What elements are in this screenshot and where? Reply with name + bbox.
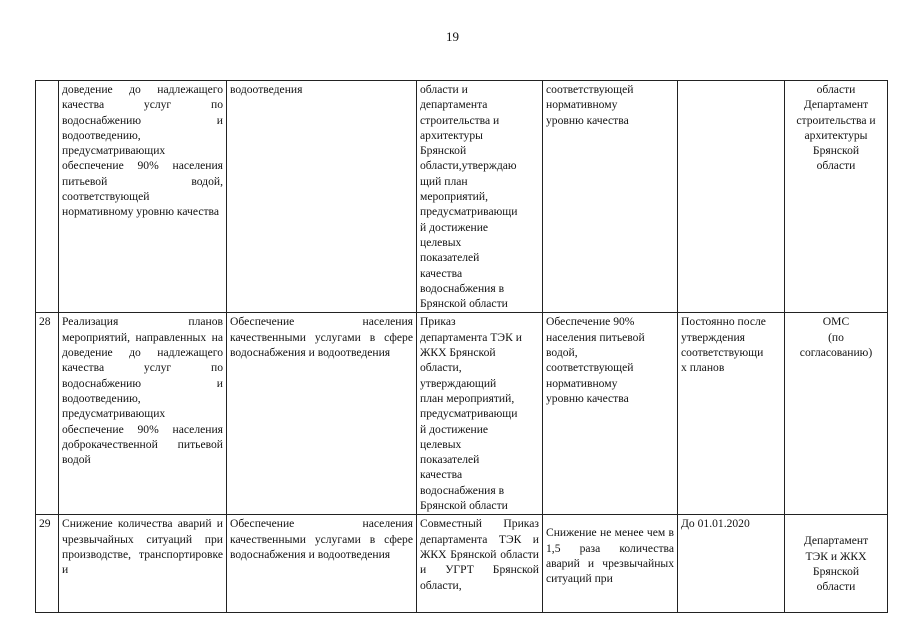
executor-cell: Департамент ТЭК и ЖКХ Брянской области — [785, 515, 888, 613]
measures-table — [35, 80, 888, 613]
document-cell: Совместный Приказ департамента ТЭК и ЖКХ Брянской области и УГРТ Брянской области, — [417, 515, 543, 613]
table-row — [36, 515, 888, 613]
row-number: 29 — [36, 515, 59, 613]
deadline-cell: До 01.01.2020 — [678, 515, 785, 613]
table-row — [36, 313, 888, 515]
indicator-cell: Обеспечение 90% населения питьевой водой, соответствующей нормативному уровню качества — [543, 313, 678, 515]
deadline-cell: Постоянно после утверждения соответствующи х планов — [678, 313, 785, 515]
document-cell: области и департамента строительства и архитектуры Брянской области,утверждаю щий план мероприятий, предусматривающи й достижение целевых показателей качества водоснабжения в Брянской области — [417, 81, 543, 313]
measure-cell: Реализация планов мероприятий, направленных на доведение до надлежащего качества услуг по водоснабжению и водоотведению, предусматривающих обеспечение 90% населения доброкачественной питьевой водой — [59, 313, 227, 515]
result-cell: водоотведения — [227, 81, 417, 313]
result-cell: Обеспечение населения качественными услугами в сфере водоснабжения и водоотведения — [227, 515, 417, 613]
executor-cell: области Департамент строительства и архитектуры Брянской области — [785, 81, 888, 313]
indicator-cell: соответствующей нормативному уровню качества — [543, 81, 678, 313]
page-number: 19 — [446, 29, 459, 44]
executor-cell: ОМС (по согласованию) — [785, 313, 888, 515]
measure-cell: доведение до надлежащего качества услуг по водоснабжению и водоотведению, предусматривающих обеспечение 90% населения питьевой водой, соответствующей нормативному уровню качества — [59, 81, 227, 313]
result-cell: Обеспечение населения качественными услугами в сфере водоснабжения и водоотведения — [227, 313, 417, 515]
document-cell: Приказ департамента ТЭК и ЖКХ Брянской области, утверждающий план мероприятий, предусматривающи й достижение целевых показателей качества водоснабжения в Брянской области — [417, 313, 543, 515]
row-number: 28 — [36, 313, 59, 515]
measure-cell: Снижение количества аварий и чрезвычайных ситуаций при производстве, транспортировке и — [59, 515, 227, 613]
deadline-cell — [678, 81, 785, 313]
table-row — [36, 81, 888, 313]
row-number — [36, 81, 59, 313]
indicator-cell: Снижение не менее чем в 1,5 раза количества аварий и чрезвычайных ситуаций при — [543, 515, 678, 613]
